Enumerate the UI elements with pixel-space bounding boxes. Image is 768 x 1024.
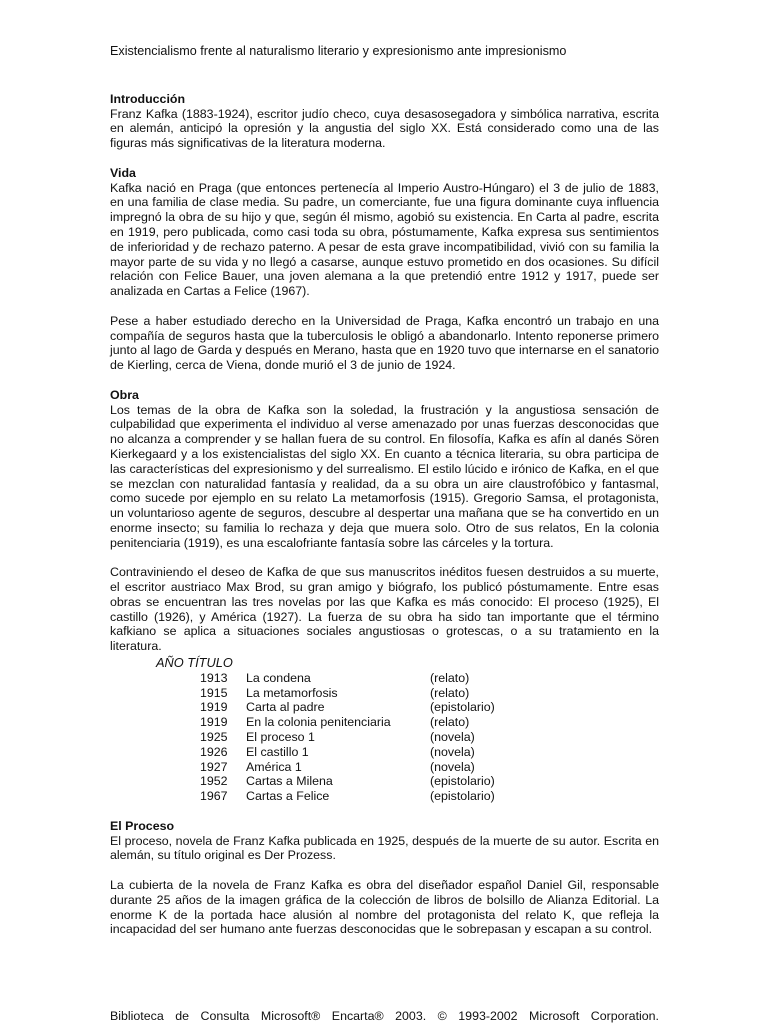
work-title: Cartas a Felice bbox=[246, 789, 330, 804]
work-type: (epistolario) bbox=[430, 774, 495, 789]
table-row bbox=[110, 730, 659, 745]
work-year: 1952 bbox=[200, 774, 228, 789]
work-type: (relato) bbox=[430, 715, 470, 730]
work-year: 1913 bbox=[200, 670, 228, 685]
work-type: (novela) bbox=[430, 730, 475, 745]
proceso-paragraph-1: El proceso, novela de Franz Kafka publicada en 1925, después de la muerte de su autor. Escrita en alemán, su título original es Der Prozess. bbox=[110, 833, 659, 863]
work-year: 1919 bbox=[200, 715, 228, 730]
vida-paragraph-1: Kafka nació en Praga (que entonces pertenecía al Imperio Austro-Húngaro) el 3 de julio de 1883, en una familia de clase media. Su padre, un comerciante, fue una figura dominante cuya influencia impregnó la obra de su hijo y que, según él mismo, agobió su existencia. En Carta al padre, escrita en 1919, pero publicada, como casi toda su obra, póstumamente, Kafka expresa sus sentimientos de inferioridad y de rechazo paterno. A pesar de esta grave incompatibilidad, vivió con su familia la mayor parte de su vida y no llegó a casarse, aunque estuvo prometido en dos ocasiones. Su difícil relación con Felice Bauer, una joven alemana a la que pretendió entre 1912 y 1917, puede ser analizada en Cartas a Felice (1967). bbox=[110, 180, 659, 299]
section-heading-el-proceso: El Proceso bbox=[110, 818, 175, 833]
section-heading-obra: Obra bbox=[110, 387, 139, 402]
document-header: Existencialismo frente al naturalismo literario y expresionismo ante impresionismo bbox=[110, 44, 567, 58]
work-year: 1967 bbox=[200, 789, 228, 804]
document-page bbox=[110, 44, 659, 937]
works-table-header: AÑO TÍTULO bbox=[156, 655, 233, 671]
work-type: (epistolario) bbox=[430, 700, 495, 715]
work-title: La condena bbox=[246, 670, 311, 685]
work-year: 1926 bbox=[200, 744, 228, 759]
work-title: La metamorfosis bbox=[246, 685, 338, 700]
work-title: Cartas a Milena bbox=[246, 774, 333, 789]
work-year: 1919 bbox=[200, 700, 228, 715]
work-year: 1925 bbox=[200, 730, 228, 745]
work-type: (relato) bbox=[430, 685, 470, 700]
work-type: (novela) bbox=[430, 744, 475, 759]
table-row bbox=[110, 745, 659, 760]
table-row bbox=[110, 789, 659, 804]
work-title: El castillo 1 bbox=[246, 744, 309, 759]
work-title: América 1 bbox=[246, 759, 302, 774]
table-row bbox=[110, 760, 659, 775]
table-row bbox=[110, 671, 659, 686]
works-table bbox=[110, 656, 659, 804]
source-footer: Biblioteca de Consulta Microsoft® Encarta® 2003. © 1993-2002 Microsoft Corporation. bbox=[110, 1009, 659, 1023]
work-title: El proceso 1 bbox=[246, 730, 315, 745]
vida-paragraph-2: Pese a haber estudiado derecho en la Universidad de Praga, Kafka encontró un trabajo en una compañía de seguros hasta que la tuberculosis le obligó a abandonarlo. Intento reponerse primero junto al lago de Garda y después en Merano, hasta que en 1920 tuvo que internarse en el sanatorio de Kierling, cerca de Viena, donde murió el 3 de junio de 1924. bbox=[110, 313, 659, 373]
section-heading-introduccion: Introducción bbox=[110, 91, 186, 106]
work-type: (novela) bbox=[430, 759, 475, 774]
proceso-paragraph-2: La cubierta de la novela de Franz Kafka es obra del diseñador español Daniel Gil, responsable durante 25 años de la imagen gráfica de la colección de libros de bolsillo de Alianza Editorial. La enorme K de la portada hace alusión al nombre del protagonista del relato K, que refleja la incapacidad del ser humano ante fuerzas desconocidas que le sobrepasan y escapan a su control. bbox=[110, 878, 659, 937]
obra-paragraph-1: Los temas de la obra de Kafka son la soledad, la frustración y la angustiosa sensación de culpabilidad que experimenta el individuo al verse amenazado por unas fuerzas desconocidas que no alcanza a comprender y se hallan fuera de su control. En filosofía, Kafka es afín al danés Sören Kierkegaard y a los existencialistas del siglo XX. En cuanto a técnica literaria, su obra participa de las características del expresionismo y del surrealismo. El estilo lúcido e irónico de Kafka, en el que se mezclan con naturalidad fantasía y realidad, da a su obra un aire claustrofóbico y fantasmal, como sucede por ejemplo en su relato La metamorfosis (1915). Gregorio Samsa, el protagonista, un voluntarioso agente de seguros, descubre al despertar una mañana que se ha convertido en un enorme insecto; su familia lo rechaza y deja que muera solo. Otro de sus relatos, En la colonia penitenciaria (1919), es una escalofriante fantasía sobre las cárceles y la tortura. bbox=[110, 402, 659, 550]
work-year: 1915 bbox=[200, 685, 228, 700]
table-row bbox=[110, 700, 659, 715]
work-type: (relato) bbox=[430, 670, 470, 685]
table-row bbox=[110, 774, 659, 789]
work-type: (epistolario) bbox=[430, 789, 495, 804]
obra-paragraph-2: Contraviniendo el deseo de Kafka de que sus manuscritos inéditos fuesen destruidos a su muerte, el escritor austriaco Max Brod, su gran amigo y biógrafo, los publicó póstumamente. Entre esas obras se encuentran las tres novelas por las que Kafka es más conocido: El proceso (1925), El castillo (1926), y América (1927). La fuerza de su obra ha sido tan importante que el término kafkiano se aplica a situaciones sociales angustiosas o grotescas, o a su tratamiento en la literatura. bbox=[110, 565, 659, 654]
work-title: En la colonia penitenciaria bbox=[246, 715, 391, 730]
intro-paragraph: Franz Kafka (1883-1924), escritor judío checo, cuya desasosegadora y simbólica narrativa, escrita en alemán, anticipó la opresión y la angustia del siglo XX. Está considerado como una de las figuras más significativas de la literatura moderna. bbox=[110, 106, 659, 151]
table-row bbox=[110, 686, 659, 701]
work-title: Carta al padre bbox=[246, 700, 325, 715]
table-row bbox=[110, 715, 659, 730]
work-year: 1927 bbox=[200, 759, 228, 774]
section-heading-vida: Vida bbox=[110, 165, 136, 180]
